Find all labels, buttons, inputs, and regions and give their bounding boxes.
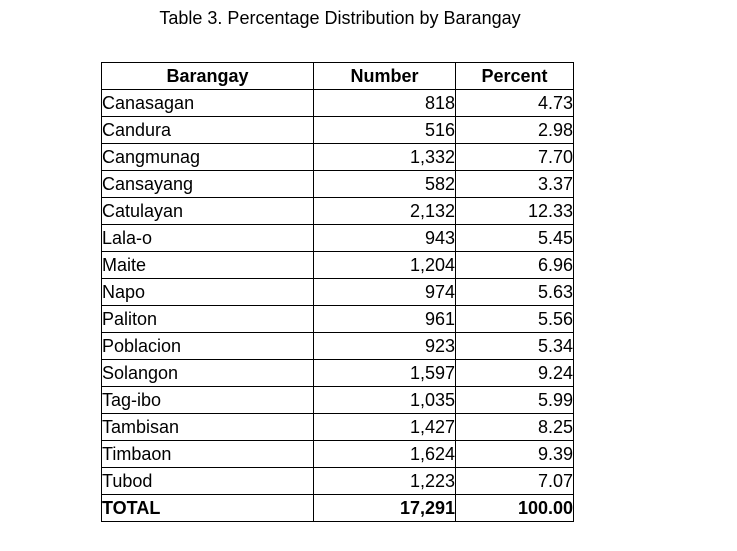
barangay-cell: Napo xyxy=(102,279,314,306)
percent-cell: 6.96 xyxy=(456,252,574,279)
percent-cell: 5.34 xyxy=(456,333,574,360)
percent-cell: 2.98 xyxy=(456,117,574,144)
percent-cell: 9.24 xyxy=(456,360,574,387)
table-row xyxy=(102,117,574,144)
table-body xyxy=(102,90,574,522)
barangay-cell: Maite xyxy=(102,252,314,279)
number-cell: 818 xyxy=(314,90,456,117)
barangay-cell: Timbaon xyxy=(102,441,314,468)
percent-cell: 3.37 xyxy=(456,171,574,198)
number-cell: 1,035 xyxy=(314,387,456,414)
number-cell: 1,223 xyxy=(314,468,456,495)
number-cell: 1,204 xyxy=(314,252,456,279)
barangay-cell: Solangon xyxy=(102,360,314,387)
percent-cell: 5.45 xyxy=(456,225,574,252)
header-percent: Percent xyxy=(456,63,574,90)
barangay-distribution-table xyxy=(101,62,574,522)
barangay-cell: Catulayan xyxy=(102,198,314,225)
percent-cell: 7.07 xyxy=(456,468,574,495)
table-row xyxy=(102,441,574,468)
number-cell: 943 xyxy=(314,225,456,252)
table-row xyxy=(102,90,574,117)
barangay-cell: Canasagan xyxy=(102,90,314,117)
percent-cell: 5.56 xyxy=(456,306,574,333)
header-barangay: Barangay xyxy=(102,63,314,90)
barangay-cell: Poblacion xyxy=(102,333,314,360)
percent-cell: 5.99 xyxy=(456,387,574,414)
percent-cell: 7.70 xyxy=(456,144,574,171)
table-row xyxy=(102,306,574,333)
percent-cell: 5.63 xyxy=(456,279,574,306)
number-cell: 516 xyxy=(314,117,456,144)
table-row xyxy=(102,387,574,414)
barangay-cell: Tambisan xyxy=(102,414,314,441)
table-row xyxy=(102,144,574,171)
table-header-row xyxy=(102,63,574,90)
table-row xyxy=(102,171,574,198)
number-cell: 582 xyxy=(314,171,456,198)
number-cell: 1,624 xyxy=(314,441,456,468)
barangay-cell: Lala-o xyxy=(102,225,314,252)
table-row xyxy=(102,414,574,441)
barangay-cell: Cangmunag xyxy=(102,144,314,171)
percent-cell: 8.25 xyxy=(456,414,574,441)
total-row xyxy=(102,495,574,522)
number-cell: 974 xyxy=(314,279,456,306)
percent-cell: 4.73 xyxy=(456,90,574,117)
percent-cell: 12.33 xyxy=(456,198,574,225)
number-cell: 923 xyxy=(314,333,456,360)
barangay-cell: Tag-ibo xyxy=(102,387,314,414)
percent-cell: 9.39 xyxy=(456,441,574,468)
table-row xyxy=(102,360,574,387)
number-cell: 1,597 xyxy=(314,360,456,387)
barangay-cell: Paliton xyxy=(102,306,314,333)
barangay-cell: Tubod xyxy=(102,468,314,495)
barangay-cell: Candura xyxy=(102,117,314,144)
table-row xyxy=(102,198,574,225)
header-number: Number xyxy=(314,63,456,90)
total-number-cell: 17,291 xyxy=(314,495,456,522)
number-cell: 1,427 xyxy=(314,414,456,441)
total-percent-cell: 100.00 xyxy=(456,495,574,522)
table-row xyxy=(102,252,574,279)
number-cell: 2,132 xyxy=(314,198,456,225)
table-row xyxy=(102,279,574,306)
number-cell: 1,332 xyxy=(314,144,456,171)
table-row xyxy=(102,225,574,252)
table-row xyxy=(102,333,574,360)
table-row xyxy=(102,468,574,495)
total-label-cell: TOTAL xyxy=(102,495,314,522)
number-cell: 961 xyxy=(314,306,456,333)
table-caption: Table 3. Percentage Distribution by Barangay xyxy=(159,8,521,28)
barangay-cell: Cansayang xyxy=(102,171,314,198)
